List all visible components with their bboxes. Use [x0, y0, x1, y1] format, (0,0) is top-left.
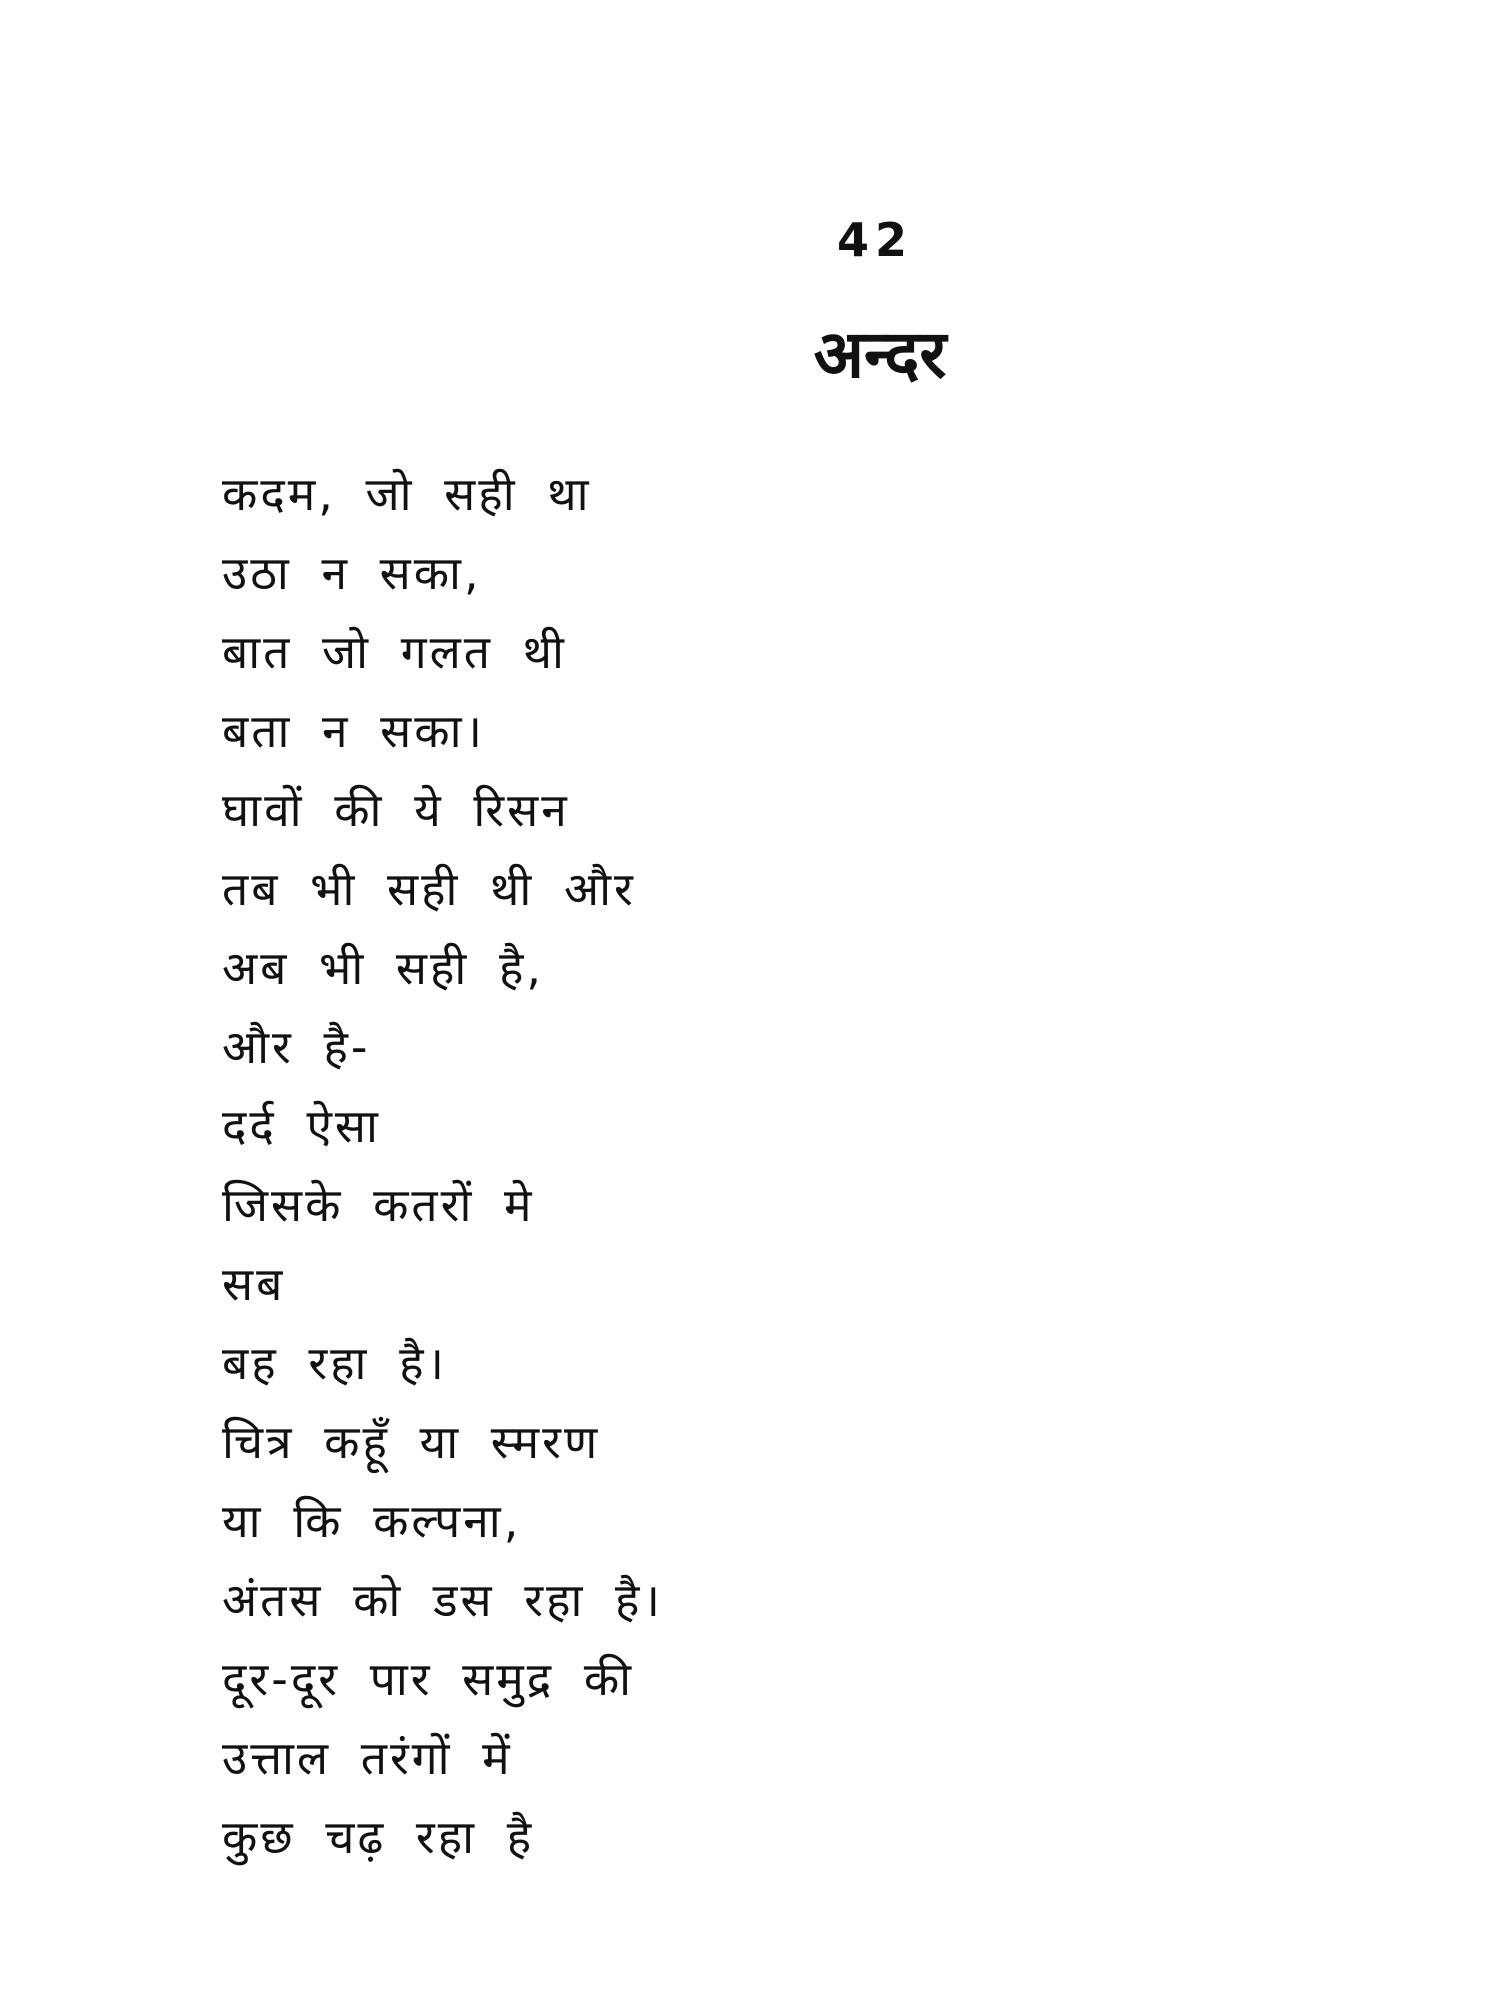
poem-line: अब भी सही है,	[222, 941, 545, 995]
poem-line: सब	[222, 1257, 286, 1311]
poem-line: कदम, जो सही था	[222, 467, 592, 521]
poem-body	[222, 455, 663, 1877]
poem-line: तब भी सही थी और	[222, 862, 636, 916]
poem-line: या कि कल्पना,	[222, 1494, 522, 1548]
poem-line: बात जो गलत थी	[222, 625, 567, 679]
poem-line: घावों की ये रिसन	[222, 783, 570, 837]
poem-line: और है-	[222, 1020, 371, 1074]
poem-line: बता न सका।	[222, 704, 485, 758]
poem-line: बह रहा है।	[222, 1336, 447, 1390]
poem-number: 42	[836, 213, 913, 267]
poem-line: दूर-दूर पार समुद्र की	[222, 1652, 635, 1706]
poem-line: उत्ताल तरंगों में	[222, 1731, 513, 1785]
poem-line: उठा न सका,	[222, 546, 482, 600]
poem-line: चित्र कहूँ या स्मरण	[222, 1415, 601, 1469]
poem-line: दर्द ऐसा	[222, 1099, 381, 1153]
poem-title: अन्दर	[813, 316, 947, 393]
poem-line: जिसके कतरों मे	[222, 1178, 535, 1232]
poem-line: कुछ चढ़ रहा है	[222, 1810, 535, 1864]
poem-line: अंतस को डस रहा है।	[222, 1573, 663, 1627]
